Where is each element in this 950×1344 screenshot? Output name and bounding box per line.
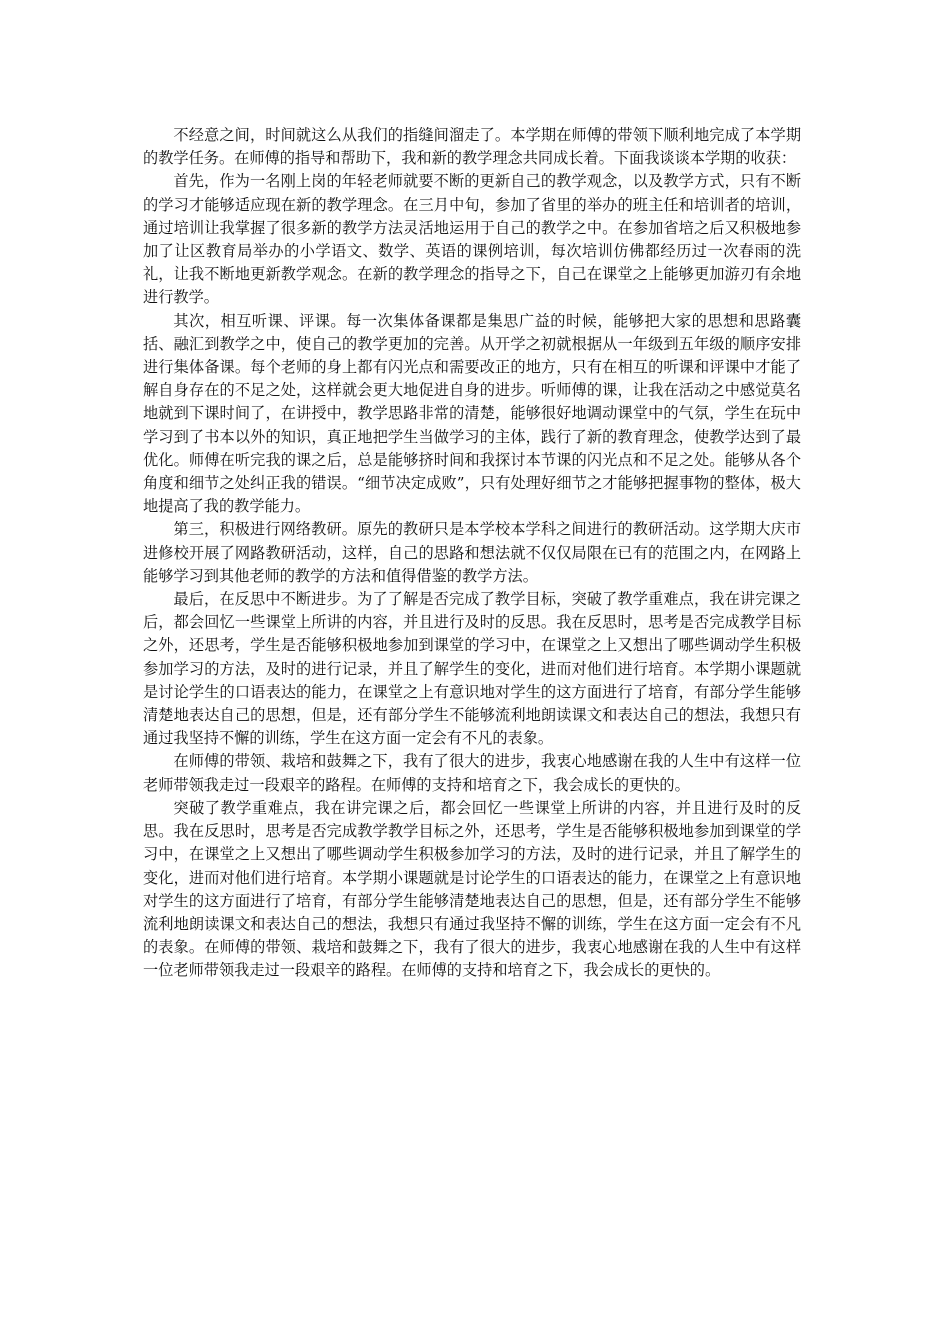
paragraph-second: 其次，相互听课、评课。每一次集体备课都是集思广益的时候，能够把大家的思想和思路囊括、融汇到教学之中，使自己的教学更加的完善。从开学之初就根据从一年级到五年级的顺序安排进行集体备课。每个老师的身上都有闪光点和需要改正的地方，只有在相互的听课和评课中才能了解自身存在的不足之处，这样就会更大地促进自身的进步。听师傅的课，让我在活动之中感觉莫名地就到下课时间了，在讲授中，教学思路非常的清楚，能够很好地调动课堂中的气氛，学生在玩中学习到了书本以外的知识，真正地把学生当做学习的主体，践行了新的教育理念，使教学达到了最优化。师傅在听完我的课之后，总是能够挤时间和我探讨本节课的闪光点和不足之处。能够从各个角度和细节之处纠正我的错误。“细节决定成败”，只有处理好细节之才能够把握事物的整体，极大地提高了我的教学能力。 [143, 311, 801, 516]
paragraph-thanks: 在师傅的带领、栽培和鼓舞之下，我有了很大的进步，我衷心地感谢在我的人生中有这样一位老师带领我走过一段艰辛的路程。在师傅的支持和培育之下，我会成长的更快的。 [143, 752, 801, 794]
document-body [143, 124, 801, 983]
paragraph-third: 第三，积极进行网络教研。原先的教研只是本学校本学科之间进行的教研活动。这学期大庆市进修校开展了网路教研活动，这样，自己的思路和想法就不仅仅局限在已有的范围之内，在网路上能够学习到其他老师的教学的方法和值得借鉴的教学方法。 [143, 520, 801, 585]
paragraph-intro: 不经意之间，时间就这么从我们的指缝间溜走了。本学期在师傅的带领下顺利地完成了本学期的教学任务。在师傅的指导和帮助下，我和新的教学理念共同成长着。下面我谈谈本学期的收获： [143, 126, 801, 168]
paragraph-first: 首先，作为一名刚上岗的年轻老师就要不断的更新自己的教学观念，以及教学方式，只有不断的学习才能够适应现在新的教学理念。在三月中旬，参加了省里的举办的班主任和培训者的培训，通过培训让我掌握了很多新的教学方法灵活地运用于自己的教学之中。在参加省培之后又积极地参加了让区教育局举办的小学语文、数学、英语的课例培训，每次培训仿佛都经历过一次春雨的洗礼，让我不断地更新教学观念。在新的教学理念的指导之下，自己在课堂之上能够更加游刃有余地进行教学。 [143, 172, 801, 307]
paragraph-last: 最后，在反思中不断进步。为了了解是否完成了教学目标，突破了教学重难点，我在讲完课之后，都会回忆一些课堂上所讲的内容，并且进行及时的反思。我在反思时，思考是否完成教学目标之外，还思考，学生是否能够积极地参加到课堂的学习中，在课堂之上又想出了哪些调动学生积极参加学习的方法，及时的进行记录，并且了解学生的变化，进而对他们进行培育。本学期小课题就是讨论学生的口语表达的能力，在课堂之上有意识地对学生的这方面进行了培育，有部分学生能够清楚地表达自己的思想，但是，还有部分学生不能够流利地朗读课文和表达自己的想法，我想只有通过我坚持不懈的训练，学生在这方面一定会有不凡的表象。 [143, 590, 801, 748]
paragraph-repeat: 突破了教学重难点，我在讲完课之后，都会回忆一些课堂上所讲的内容，并且进行及时的反思。我在反思时，思考是否完成教学教学目标之外，还思考，学生是否能够积极地参加到课堂的学习中，在课堂之上又想出了哪些调动学生积极参加学习的方法，及时的进行记录，并且了解学生的变化，进而对他们进行培育。本学期小课题就是讨论学生的口语表达的能力，在课堂之上有意识地对学生的这方面进行了培育，有部分学生能够清楚地表达自己的思想，但是，还有部分学生不能够流利地朗读课文和表达自己的想法，我想只有通过我坚持不懈的训练，学生在这方面一定会有不凡的表象。在师傅的带领、栽培和鼓舞之下，我有了很大的进步，我衷心地感谢在我的人生中有这样一位老师带领我走过一段艰辛的路程。在师傅的支持和培育之下，我会成长的更快的。 [143, 798, 801, 980]
